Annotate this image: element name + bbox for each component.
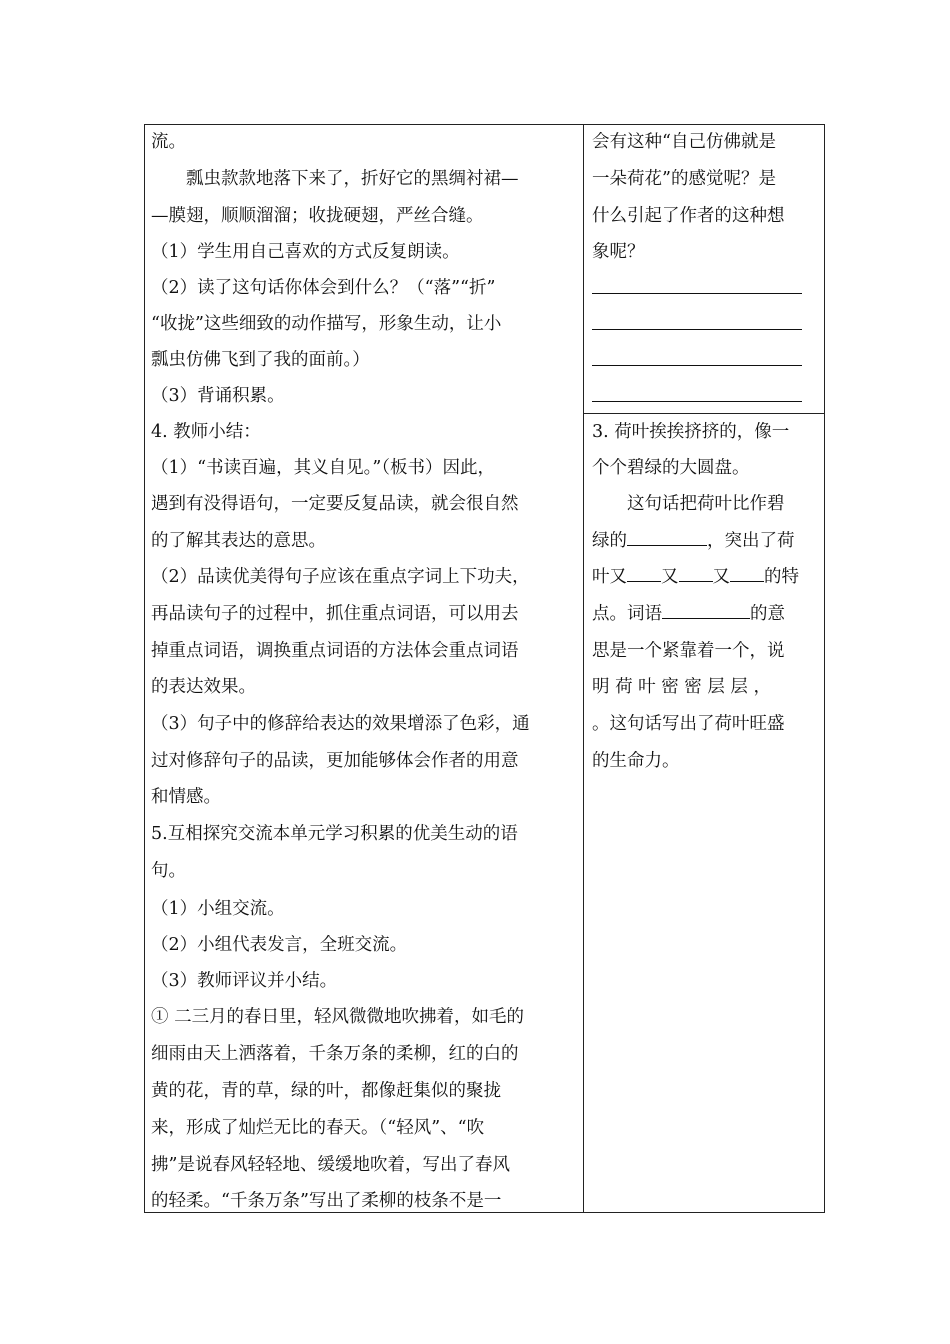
- text-line: 思是一个紧靠着一个，说: [592, 641, 785, 661]
- fill-blank[interactable]: [679, 563, 713, 582]
- text-line: 再品读句子的过程中，抓住重点词语，可以用去: [151, 604, 519, 624]
- text-line: （3）句子中的修辞给表达的效果增添了色彩，通: [151, 714, 530, 734]
- text-fragment: ，突出了荷: [707, 531, 795, 551]
- text-line: 的了解其表达的意思。: [151, 531, 326, 551]
- text-line: 瓢虫仿佛飞到了我的面前。）: [151, 350, 370, 370]
- answer-line[interactable]: [592, 401, 802, 402]
- text-line: 来，形成了灿烂无比的春天。（“轻风”、“吹: [151, 1118, 485, 1138]
- text-line: 一朵荷花”的感觉呢？是: [592, 169, 776, 189]
- text-line: （3）教师评议并小结。: [151, 971, 338, 991]
- text-line: 句。: [151, 861, 186, 881]
- text-fragment: 绿的: [592, 531, 627, 551]
- text-line: [592, 599, 785, 629]
- text-line: （1）学生用自己喜欢的方式反复朗读。: [151, 242, 460, 262]
- text-line: （2）读了这句话你体会到什么？（“落”“折”: [151, 278, 496, 298]
- text-line: 遇到有没得语句，一定要反复品读，就会很自然: [151, 494, 519, 514]
- text-line: 流。: [151, 132, 186, 152]
- text-line: 个个碧绿的大圆盘。: [592, 458, 750, 478]
- text-line: 细雨由天上洒落着，千条万条的柔柳，红的白的: [151, 1044, 519, 1064]
- right-column-row-divider: [584, 413, 825, 414]
- text-line: （3）背诵积累。: [151, 386, 285, 406]
- answer-line[interactable]: [592, 293, 802, 294]
- text-fragment: 又: [712, 567, 730, 587]
- text-line: 5.互相探究交流本单元学习积累的优美生动的语: [151, 824, 518, 844]
- fill-blank[interactable]: [730, 563, 764, 582]
- text-line: 过对修辞句子的品读，更加能够体会作者的用意: [151, 751, 519, 771]
- text-fragment: 叶又: [592, 567, 627, 587]
- text-line: 象呢？: [592, 242, 645, 262]
- text-line: —膜翅，顺顺溜溜；收拢硬翅，严丝合缝。: [151, 206, 484, 226]
- text-line: 这句话把荷叶比作碧: [592, 494, 785, 514]
- text-line: （2）小组代表发言，全班交流。: [151, 935, 408, 955]
- text-line: 明 荷 叶 密 密 层 层 ，: [592, 677, 771, 697]
- text-line: “收拢”这些细致的动作描写，形象生动，让小: [151, 314, 502, 334]
- lesson-table: [144, 124, 825, 1213]
- text-fragment: 点。词语: [592, 604, 662, 624]
- answer-line[interactable]: [592, 365, 802, 366]
- column-divider: [583, 125, 584, 1212]
- text-line: 拂”是说春风轻轻地、缓缓地吹着，写出了春风: [151, 1155, 510, 1175]
- text-line: 掉重点词语，调换重点词语的方法体会重点词语: [151, 641, 519, 661]
- text-line: （1）“书读百遍，其义自见。”（板书）因此，: [151, 458, 496, 478]
- fill-blank[interactable]: [662, 600, 750, 619]
- text-line: 。这句话写出了荷叶旺盛: [592, 714, 785, 734]
- text-line: 3. 荷叶挨挨挤挤的，像一: [592, 422, 790, 442]
- text-fragment: 的意: [750, 604, 785, 624]
- text-line: ① 二三月的春日里，轻风微微地吹拂着，如毛的: [151, 1007, 525, 1027]
- text-line: 4. 教师小结：: [151, 422, 261, 442]
- text-line: 的表达效果。: [151, 677, 256, 697]
- text-line: [592, 562, 799, 592]
- text-line: 瓢虫款款地落下来了，折好它的黑绸衬裙—: [151, 169, 519, 189]
- text-line: （1）小组交流。: [151, 899, 285, 919]
- fill-blank[interactable]: [627, 563, 661, 582]
- text-line: [592, 526, 795, 556]
- text-line: 什么引起了作者的这种想: [592, 206, 785, 226]
- fill-blank[interactable]: [627, 527, 707, 546]
- text-line: （2）品读优美得句子应该在重点字词上下功夫，: [151, 567, 530, 587]
- text-fragment: 的特: [764, 567, 799, 587]
- text-line: 和情感。: [151, 787, 221, 807]
- text-fragment: 又: [661, 567, 679, 587]
- text-line: 会有这种“自己仿佛就是: [592, 132, 776, 152]
- answer-line[interactable]: [592, 329, 802, 330]
- text-line: 黄的花，青的草，绿的叶，都像赶集似的聚拢: [151, 1081, 501, 1101]
- text-line: 的生命力。: [592, 751, 680, 771]
- text-line: 的轻柔。“千条万条”写出了柔柳的枝条不是一: [151, 1191, 502, 1211]
